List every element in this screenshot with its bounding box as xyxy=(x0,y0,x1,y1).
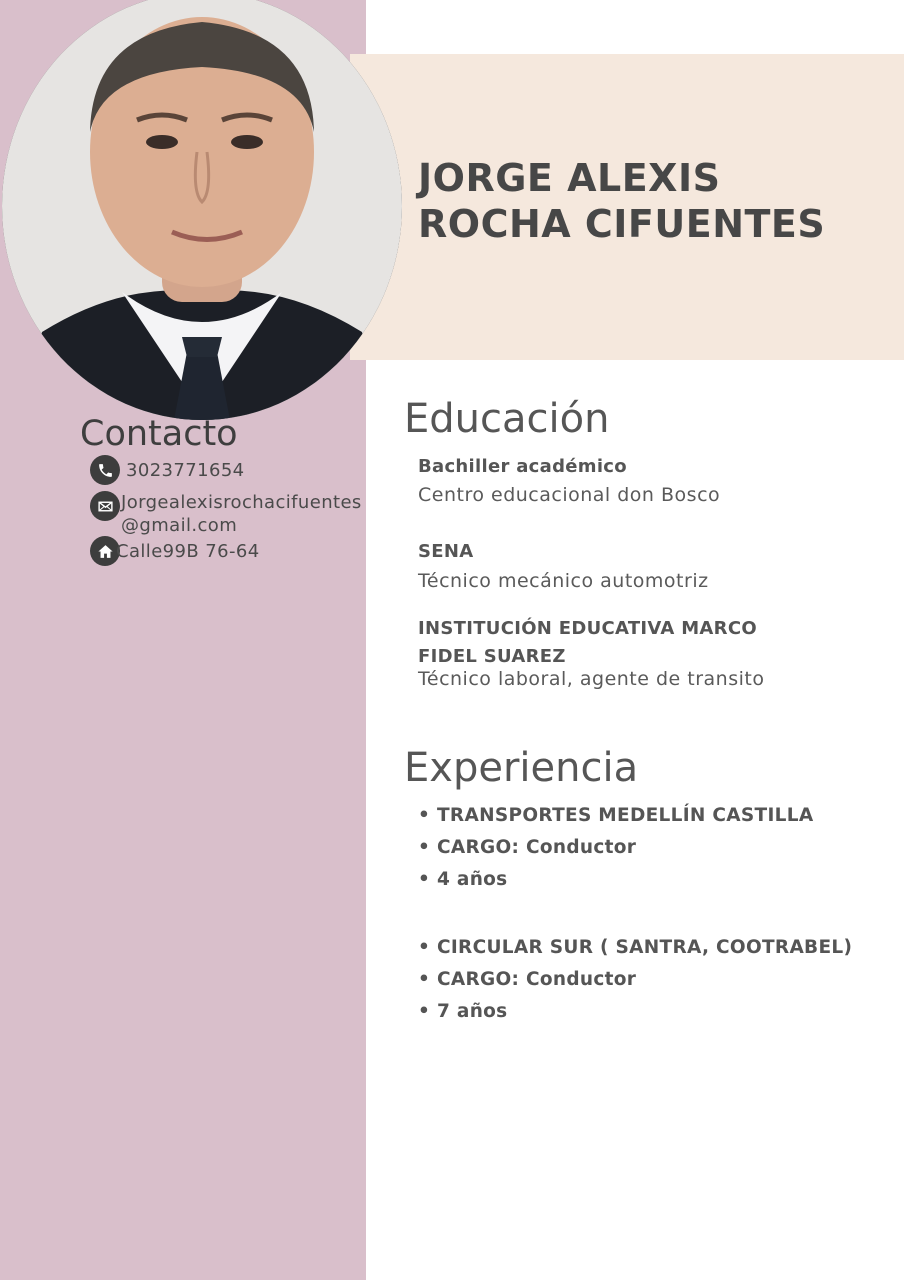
education-item-1-sub: Centro educacional don Bosco xyxy=(418,484,721,506)
email-line1: Jorgealexisrochacifuentes xyxy=(121,492,362,513)
education-item-2-sub: Técnico mecánico automotriz xyxy=(418,570,709,592)
name-line1: JORGE ALEXIS xyxy=(418,156,721,200)
contact-phone xyxy=(90,455,245,485)
education-item-3-sub: Técnico laboral, agente de transito xyxy=(418,668,765,690)
education-item-3-head xyxy=(418,615,878,671)
list-item: • CARGO: Conductor xyxy=(418,837,637,858)
full-name xyxy=(418,155,888,247)
email-address xyxy=(121,491,362,537)
experience-group-2 xyxy=(418,932,852,1028)
experience-item: CIRCULAR SUR ( SANTRA, COOTRABEL) xyxy=(437,937,853,958)
experience-item: TRANSPORTES MEDELLÍN CASTILLA xyxy=(437,805,814,826)
list-item: • TRANSPORTES MEDELLÍN CASTILLA xyxy=(418,805,814,826)
education-item-3-head-line1: INSTITUCIÓN EDUCATIVA MARCO xyxy=(418,618,757,639)
list-item: • CARGO: Conductor xyxy=(418,969,637,990)
phone-number: 3023771654 xyxy=(126,460,245,481)
experience-item: 4 años xyxy=(437,869,508,890)
experience-title: Experiencia xyxy=(404,745,639,791)
mail-icon xyxy=(90,491,120,521)
address: Calle99B 76-64 xyxy=(116,541,260,562)
list-item: • 4 años xyxy=(418,869,508,890)
profile-photo xyxy=(2,0,402,420)
experience-group-1 xyxy=(418,800,813,896)
experience-item: CARGO: Conductor xyxy=(437,969,637,990)
name-line2: ROCHA CIFUENTES xyxy=(418,202,826,246)
list-item: • 7 años xyxy=(418,1001,508,1022)
contact-email xyxy=(90,491,362,537)
education-title: Educación xyxy=(404,396,610,442)
education-item-1-head: Bachiller académico xyxy=(418,456,627,477)
experience-item: CARGO: Conductor xyxy=(437,837,637,858)
list-item: • CIRCULAR SUR ( SANTRA, COOTRABEL) xyxy=(418,937,853,958)
experience-item: 7 años xyxy=(437,1001,508,1022)
phone-icon xyxy=(90,455,120,485)
education-item-3-head-line2: FIDEL SUAREZ xyxy=(418,646,566,667)
contact-title: Contacto xyxy=(80,414,238,454)
email-line2: @gmail.com xyxy=(121,515,238,536)
contact-address xyxy=(90,536,260,566)
education-item-2-head: SENA xyxy=(418,541,474,562)
